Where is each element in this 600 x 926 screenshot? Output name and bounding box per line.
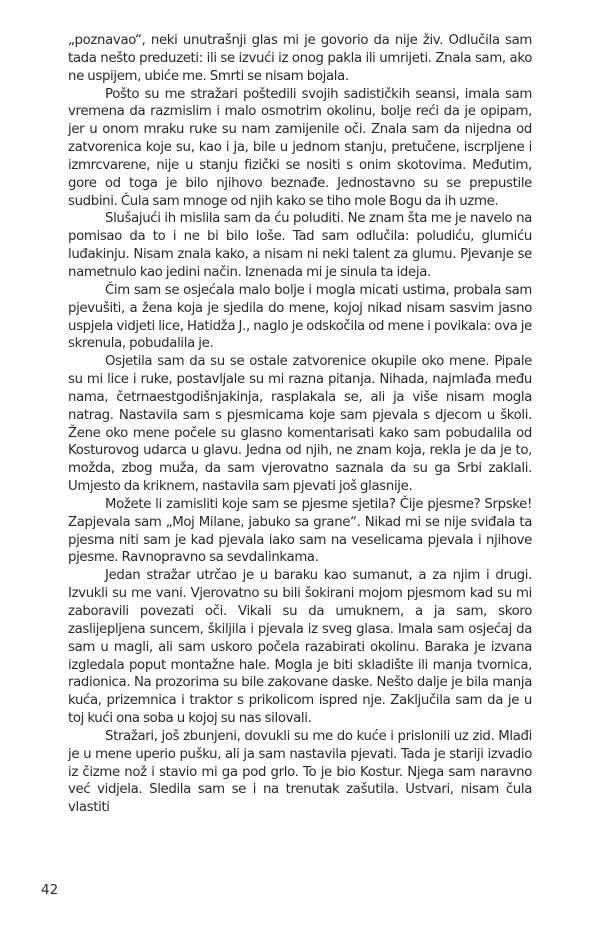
body-text: [68, 32, 532, 817]
paragraph-8: Stražari, još zbunjeni, dovukli su me do kuće i prislonili uz zid. Mlađi je u mene uperio pušku, ali ja sam nastavila pjevati. Tada je stariji izvadio iz čizme nož i stavio mi ga pod grlo. To je bio Kostur. Njega sam naravno već vidjela. Sledila sam se i na trenutak zašutila. Ustvari, nisam čula vlastiti: [68, 728, 532, 816]
paragraph-7: Jedan stražar utrčao je u baraku kao sumanut, a za njim i drugi. Izvukli su me vani. Vjerovatno su bili šokirani mojom pjesmom kad su mi zaboravili povezati oči. Vikali su da umuknem, a ja sam, skoro zaslijepljena suncem, škiljila i pjevala iz sveg glasa. Imala sam osjećaj da sam u magli, ali sam uskoro počela razabirati okolinu. Baraka je izvana izgledala poput montažne hale. Mogla je biti skladište ili manja tvornica, radionica. Na prozorima su bile zakovane daske. Nešto dalje je bila manja kuća, prizemnica i traktor s prikolicom ispred nje. Zaključila sam da je u toj kući ona soba u kojoj su nas silovali.: [68, 568, 532, 727]
paragraph-3: Slušajući ih mislila sam da ću poluditi. Ne znam šta me je navelo na pomisao da to i ne bi bilo loše. Tad sam odlučila: poludiću, glumiću luđakinju. Nisam znala kako, a nisam ni neki talent za glumu. Pjevanje se nametnulo kao jedini način. Iznenada mi je sinula ta ideja.: [68, 211, 532, 280]
paragraph-4: Čim sam se osjećala malo bolje i mogla micati ustima, probala sam pjevušiti, a žena koja je sjedila do mene, kojoj nikad nisam sasvim jasno uspjela vidjeti lice, Hatidža J., naglo je odskočila od mene i povikala: ova je skrenula, pobudalila je.: [68, 282, 532, 352]
page-number: 42: [41, 882, 59, 898]
paragraph-6: Možete li zamisliti koje sam se pjesme sjetila? Čije pjesme? Srpske! Zapjevala sam „Moj Milane, jabuko sa grane“. Nikad mi se nije sviđala ta pjesma niti sam je kad pjevala iako sam na veselicama pjevala i njihove pjesme. Ravnopravno sa sevdalinkama.: [68, 496, 532, 566]
paragraph-5: Osjetila sam da su se ostale zatvorenice okupile oko mene. Pipale su mi lice i ruke, postavljale su mi razna pitanja. Nihada, najmlađa među nama, četrnaestgodišnjakinja, rasplakala se, ali ja više nisam mogla natrag. Nastavila sam s pjesmicama koje sam pjevala s djecom u školi. Žene oko mene počele su glasno komentarisati kako sam pobudalila od Kosturovog udarca u glavu. Jedna od njih, ne znam koja, rekla je da je to, možda, zbog muža, da sam vjerovatno saznala da su ga Srbi zaklali. Umjesto da kriknem, nastavila sam pjevati još glasnije.: [68, 354, 532, 495]
paragraph-2: Pošto su me stražari poštedili svojih sadističkih seansi, imala sam vremena da razmislim i malo osmotrim okolinu, bolje reći da je opipam, jer u onom mraku ruke su nam zamijenile oči. Znala sam da nijedna od zatvorenica koje su, kao i ja, bile u jednom stanju, pretučene, iscrpljene i izmrcvarene, nije u stanju fizički se nositi s onim skotovima. Međutim, gore od toga je bilo njihovo beznađe. Jednostavno su se prepustile sudbini. Čula sam mnoge od njih kako se tiho mole Bogu da ih uzme.: [68, 86, 532, 209]
paragraph-1: „poznavao“, neki unutrašnji glas mi je govorio da nije živ. Odlučila sam tada nešto preduzeti: ili se izvući iz onog pakla ili umrijeti. Znala sam, ako ne uspijem, ubiće me. Smrti se nisam bojala.: [68, 33, 532, 84]
